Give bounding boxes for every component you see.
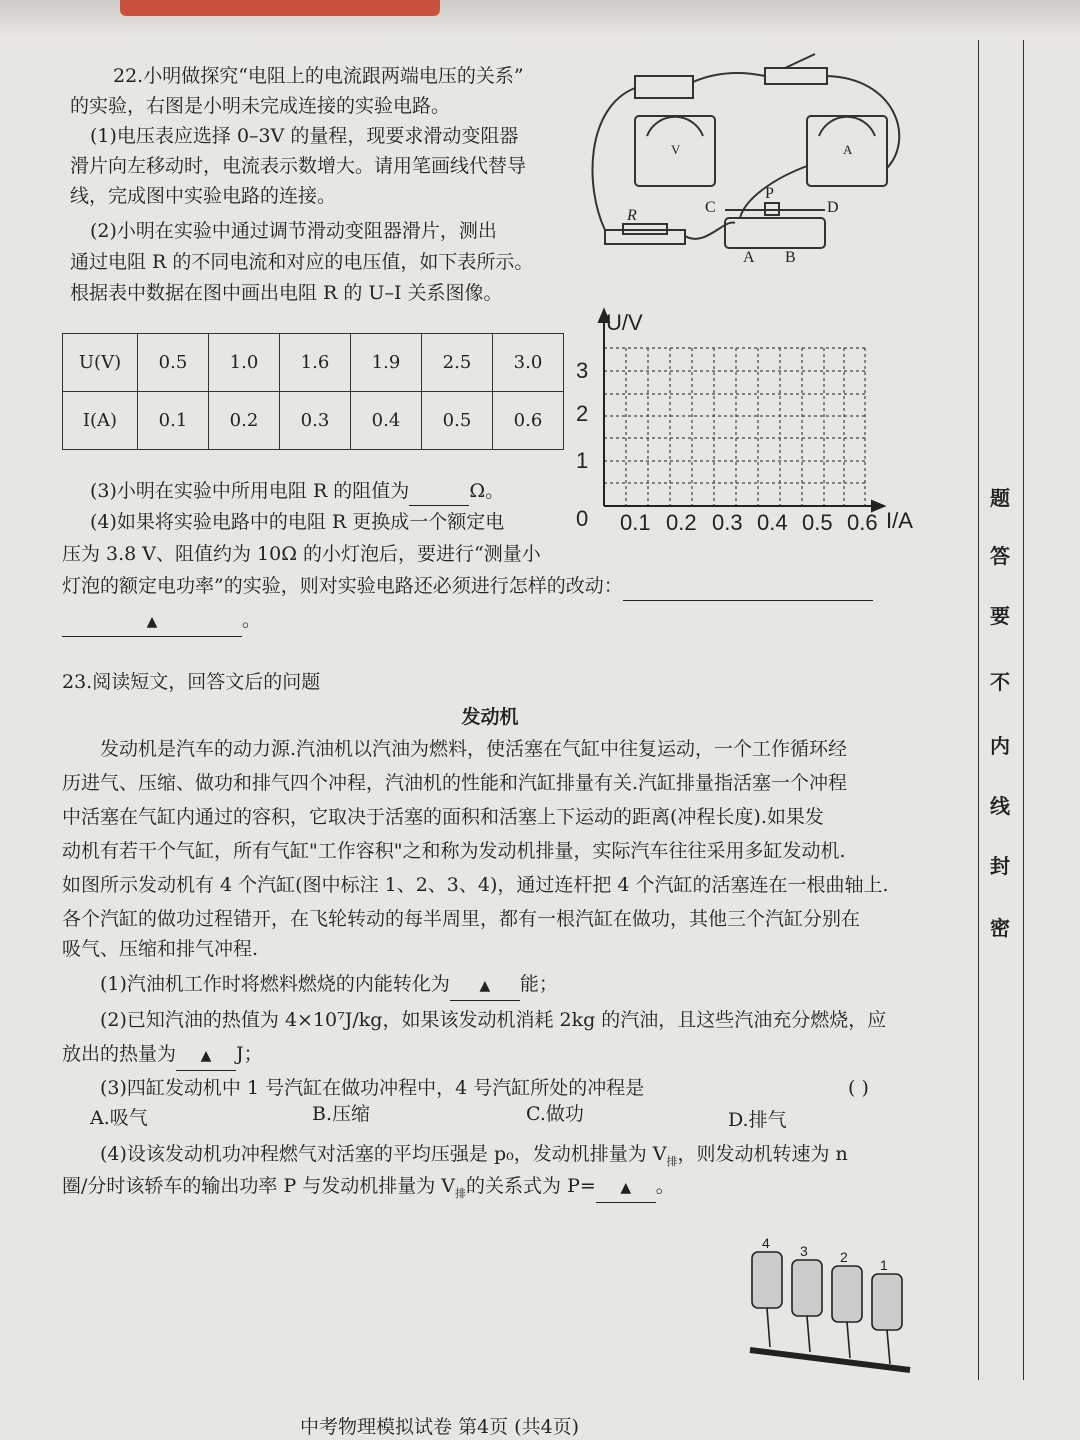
circuit-label-C: C: [705, 199, 716, 216]
answer-marker: ▲: [200, 1048, 212, 1064]
circuit-diagram: [575, 48, 920, 276]
graph-origin: 0: [576, 506, 589, 531]
table-cell: 0.4: [351, 392, 422, 450]
cylinder-3: [792, 1260, 822, 1316]
table-cell: 0.2: [209, 392, 280, 450]
q23-part4-text: (4)设该发动机功冲程燃气对活塞的平均压强是 p₀，发动机排量为 V: [100, 1143, 667, 1165]
x-tick: 0.6: [847, 510, 878, 535]
option-a: A.吸气: [90, 1107, 148, 1129]
table-cell: 0.1: [138, 392, 209, 450]
cylinder-4: [752, 1252, 782, 1308]
x-tick: 0.1: [620, 510, 651, 535]
voltmeter-symbol: V: [671, 142, 681, 157]
seal-char: 内: [990, 734, 1010, 758]
q23-part1-text: (1)汽油机工作时将燃料燃烧的内能转化为: [100, 973, 450, 995]
seal-char: 密: [990, 916, 1010, 940]
top-edge: [0, 0, 1080, 36]
article-para-line: 历进气、压缩、做功和排气四个冲程，汽油机的性能和汽缸排量有关.汽缸排量指活塞一个冲程: [62, 772, 848, 794]
page-footer: 中考物理模拟试卷 第4页 (共4页): [300, 1416, 580, 1438]
q22-line1: 22.小明做探究“电阻上的电流跟两端电压的关系”: [113, 65, 524, 87]
circuit-label-R: R: [627, 207, 637, 224]
q22-line2: 的实验，右图是小明未完成连接的实验电路。: [70, 95, 451, 117]
graph-xlabel: I/A: [886, 508, 913, 533]
answer-blank-heat[interactable]: [176, 1040, 236, 1071]
seal-char: 封: [990, 854, 1010, 878]
q22-line8: 根据表中数据在图中画出电阻 R 的 U–I 关系图像。: [70, 282, 503, 304]
q22-part3: [90, 477, 504, 506]
q23-part1: [100, 970, 558, 1001]
q23-heading: 23.阅读短文，回答文后的问题: [62, 671, 321, 693]
table-cell: 0.6: [493, 392, 564, 450]
x-tick: 0.2: [666, 510, 697, 535]
article-para-line: 动机有若干个气缸，所有气缸"工作容积"之和称为发动机排量，实际汽车往往采用多缸发动机.: [62, 840, 846, 862]
table-cell: 0.5: [422, 392, 493, 450]
table-header-i: I(A): [63, 392, 138, 450]
option-b: B.压缩: [312, 1103, 371, 1125]
seal-line-bar: [978, 40, 1024, 1380]
q23-part4-line1: [100, 1140, 848, 1176]
q23-part2-line1: (2)已知汽油的热值为 4×10⁷J/kg，如果该发动机消耗 2kg 的汽油，且这些汽油充分燃烧，应: [100, 1009, 887, 1031]
cylinder-2: [832, 1266, 862, 1322]
answer-marker: ▲: [479, 978, 491, 994]
table-cell: 2.5: [422, 334, 493, 392]
circuit-label-B: B: [785, 249, 796, 266]
circuit-label-A: A: [743, 249, 755, 266]
x-tick: 0.3: [712, 510, 743, 535]
table-cell: 0.3: [280, 392, 351, 450]
cylinder-label-4: 4: [762, 1235, 770, 1251]
battery: [635, 76, 693, 98]
seal-char: 答: [990, 544, 1010, 568]
y-tick-3: 3: [576, 358, 589, 383]
table-cell: 3.0: [493, 334, 564, 392]
article-title: 发动机: [461, 706, 519, 728]
table-header-u: U(V): [63, 334, 138, 392]
table-cell: 1.9: [351, 334, 422, 392]
table-row-i: [63, 392, 564, 450]
resistor-R: [605, 230, 685, 244]
answer-blank-energy[interactable]: [450, 970, 520, 1001]
switch: [765, 68, 827, 84]
seal-char: 题: [990, 486, 1010, 510]
circuit-label-P: P: [765, 185, 774, 202]
q23-part4-line2: [62, 1172, 675, 1208]
q22-part3-unit: Ω。: [469, 480, 505, 502]
q23-part2-line2: [62, 1040, 263, 1071]
ammeter-symbol: A: [843, 142, 853, 157]
q22-part3-text: (3)小明在实验中所用电阻 R 的阻值为: [90, 480, 410, 502]
q23-part3-answer-paren[interactable]: ( ): [848, 1077, 869, 1099]
y-tick-2: 2: [576, 401, 589, 426]
q23-part2-unit: J；: [236, 1043, 263, 1065]
answer-blank-power[interactable]: [596, 1172, 656, 1203]
q23-part4-text2: 圈/分时该轿车的输出功率 P 与发动机排量为 V: [62, 1175, 456, 1197]
red-cover-strip: [120, 0, 440, 16]
cylinder-label-3: 3: [800, 1243, 808, 1259]
answer-blank-modification-2[interactable]: [62, 606, 242, 637]
article-para-line: 各个汽缸的做功过程错开，在飞轮转动的每半周里，都有一根汽缸在做功，其他三个汽缸分别在: [62, 908, 861, 930]
x-tick: 0.5: [802, 510, 833, 535]
option-c: C.做功: [526, 1103, 584, 1125]
period: 。: [655, 1175, 675, 1197]
subscript-pai: 排: [666, 1154, 678, 1168]
q22-part4-line4: [62, 606, 261, 637]
rheostat: [725, 218, 825, 248]
answer-blank-modification[interactable]: [623, 572, 873, 601]
q23-part1-end: 能；: [519, 973, 558, 995]
cylinder-1: [872, 1274, 902, 1330]
answer-blank-resistance[interactable]: [409, 477, 469, 506]
subscript-pai: 排: [455, 1186, 467, 1200]
seal-char: 不: [990, 670, 1010, 694]
q23-part4-text3: 的关系式为 P=: [466, 1175, 596, 1197]
article-para-line: 吸气、压缩和排气冲程.: [62, 938, 259, 960]
q22-line6: (2)小明在实验中通过调节滑动变阻器滑片，测出: [90, 220, 497, 242]
q22-line3: (1)电压表应选择 0–3V 的量程，现要求滑动变阻器: [90, 125, 519, 147]
q22-line5: 线，完成图中实验电路的连接。: [70, 185, 337, 207]
table-cell: 1.0: [209, 334, 280, 392]
x-tick: 0.4: [757, 510, 788, 535]
graph-grid: [604, 348, 865, 506]
q23-part2-text: 放出的热量为: [62, 1043, 177, 1065]
table-row-u: [63, 334, 564, 392]
q22-part4-text: 灯泡的额定电功率”的实验，则对实验电路还必须进行怎样的改动：: [62, 575, 623, 597]
engine-illustration: [740, 1232, 920, 1382]
ui-graph: [568, 306, 928, 538]
article-para-line: 中活塞在气缸内通过的容积，它取决于活塞的面积和活塞上下运动的距离(冲程长度).如果发: [62, 806, 824, 828]
article-para-line: 如图所示发动机有 4 个汽缸(图中标注 1、2、3、4)，通过连杆把 4 个汽缸的活塞连在一根曲轴上.: [62, 874, 889, 896]
seal-char: 要: [990, 604, 1010, 628]
seal-char: 线: [990, 794, 1010, 818]
q23-part4-text-end: ，则发动机转速为 n: [677, 1143, 848, 1165]
article-para-line: 发动机是汽车的动力源.汽油机以汽油为燃料，使活塞在气缸中往复运动，一个工作循环经: [100, 738, 848, 760]
q23-part3: (3)四缸发动机中 1 号汽缸在做功冲程中，4 号汽缸所处的冲程是: [100, 1077, 645, 1099]
circuit-label-D: D: [827, 199, 839, 216]
graph-ylabel: U/V: [606, 310, 643, 335]
ui-data-table: [62, 333, 564, 450]
q22-line4: 滑片向左移动时，电流表示数增大。请用笔画线代替导: [70, 155, 527, 177]
option-d: D.排气: [728, 1109, 787, 1131]
q22-part4-line1: (4)如果将实验电路中的电阻 R 更换成一个额定电: [90, 511, 505, 533]
period: 。: [242, 609, 262, 631]
cylinder-label-2: 2: [840, 1249, 848, 1265]
crankshaft: [750, 1350, 910, 1370]
table-cell: 0.5: [138, 334, 209, 392]
answer-marker: ▲: [146, 614, 158, 630]
table-cell: 1.6: [280, 334, 351, 392]
q22-line7: 通过电阻 R 的不同电流和对应的电压值，如下表所示。: [70, 251, 534, 273]
q22-part4-line3: [62, 572, 873, 601]
answer-marker: ▲: [620, 1180, 632, 1196]
y-tick-1: 1: [576, 448, 589, 473]
q22-part4-line2: 压为 3.8 V、阻值约为 10Ω 的小灯泡后，要进行“测量小: [62, 543, 541, 565]
cylinder-label-1: 1: [880, 1257, 888, 1273]
